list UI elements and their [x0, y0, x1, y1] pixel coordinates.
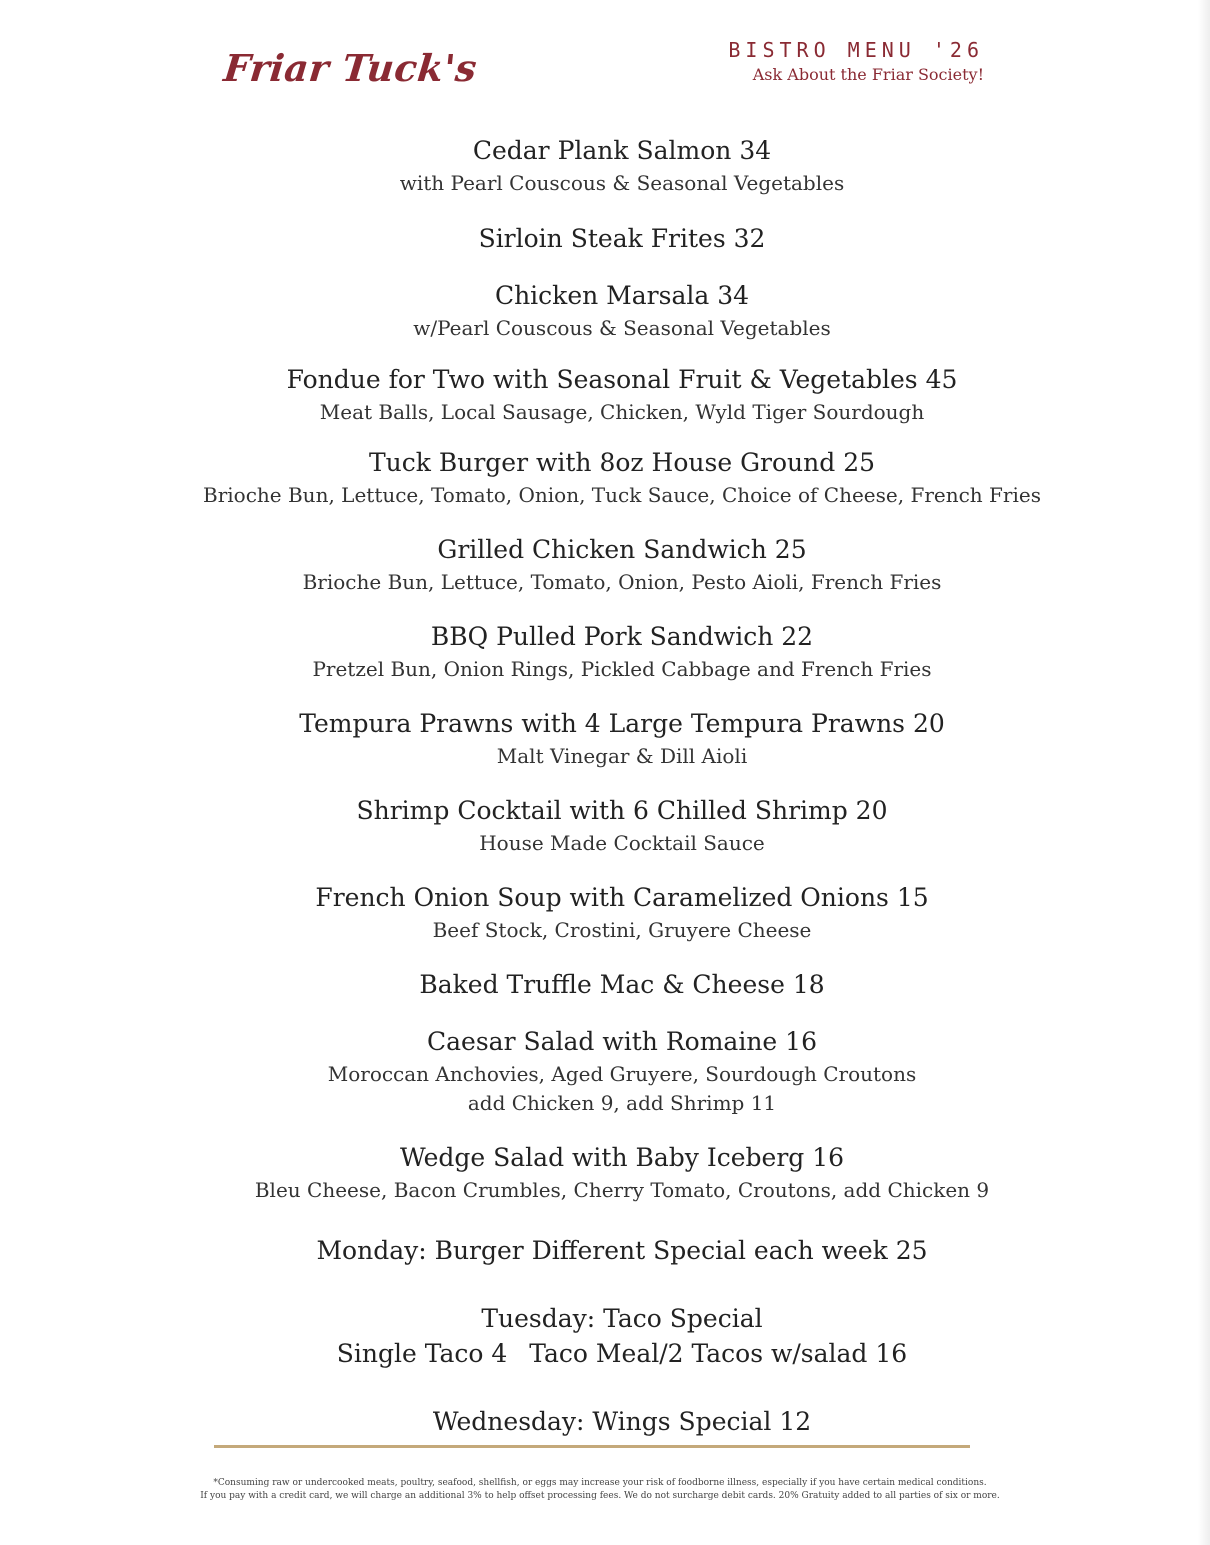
item-chicken-marsala-desc: w/Pearl Couscous & Seasonal Vegetables: [413, 316, 831, 340]
item-tempura-prawns: Tempura Prawns with 4 Large Tempura Prawns 20: [299, 709, 945, 738]
item-wedge-salad-desc: Bleu Cheese, Bacon Crumbles, Cherry Tomato, Croutons, add Chicken 9: [254, 1178, 990, 1202]
special-monday: Monday: Burger Different Special each week 25: [316, 1236, 928, 1265]
item-tuck-burger-desc: Brioche Bun, Lettuce, Tomato, Onion, Tuck Sauce, Choice of Cheese, French Fries: [203, 483, 1041, 507]
menu-header: [728, 38, 984, 86]
item-chicken-marsala: Chicken Marsala 34: [494, 281, 750, 310]
single-taco-price: Single Taco 4: [336, 1339, 508, 1368]
item-caesar-salad: Caesar Salad with Romaine 16: [427, 1027, 817, 1056]
footer-payment-notice: If you pay with a credit card, we will charge an additional 3% to help offset processing fees. We do not surcharge debit cards. 20% Gratuity added to all parties of six or more.: [200, 1491, 1000, 1501]
item-sirloin-steak-frites: Sirloin Steak Frites 32: [478, 224, 766, 253]
footer-health-notice: *Consuming raw or undercooked meats, poultry, seafood, shellfish, or eggs may increase your risk of foodborne illness, especially if you have certain medical conditions.: [213, 1478, 987, 1488]
menu-title: BISTRO MENU '26: [728, 38, 984, 62]
item-bbq-pulled-pork: BBQ Pulled Pork Sandwich 22: [430, 622, 814, 651]
item-bbq-pulled-pork-desc: Pretzel Bun, Onion Rings, Pickled Cabbage and French Fries: [312, 657, 932, 681]
taco-meal-price: Taco Meal/2 Tacos w/salad 16: [529, 1339, 908, 1368]
item-tuck-burger: Tuck Burger with 8oz House Ground 25: [368, 448, 876, 477]
footer-divider: [214, 1445, 970, 1448]
special-tuesday: Tuesday: Taco Special: [481, 1304, 763, 1333]
item-truffle-mac-cheese: Baked Truffle Mac & Cheese 18: [419, 970, 825, 999]
item-tempura-prawns-desc: Malt Vinegar & Dill Aioli: [496, 744, 748, 768]
item-fondue-for-two: Fondue for Two with Seasonal Fruit & Vegetables 45: [286, 365, 958, 394]
item-wedge-salad: Wedge Salad with Baby Iceberg 16: [399, 1143, 845, 1172]
item-french-onion-soup-desc: Beef Stock, Crostini, Gruyere Cheese: [432, 918, 812, 942]
item-cedar-plank-salmon-desc: with Pearl Couscous & Seasonal Vegetables: [399, 171, 845, 195]
special-tuesday-prices: [0, 1338, 1210, 1370]
restaurant-logo: Friar Tuck's: [221, 46, 480, 90]
item-fondue-for-two-desc: Meat Balls, Local Sausage, Chicken, Wyld Tiger Sourdough: [319, 400, 925, 424]
item-caesar-salad-addons: add Chicken 9, add Shrimp 11: [467, 1091, 777, 1115]
special-wednesday: Wednesday: Wings Special 12: [432, 1407, 812, 1436]
society-tagline: Ask About the Friar Society!: [752, 65, 984, 84]
item-grilled-chicken-sandwich-desc: Brioche Bun, Lettuce, Tomato, Onion, Pesto Aioli, French Fries: [302, 570, 942, 594]
item-shrimp-cocktail: Shrimp Cocktail with 6 Chilled Shrimp 20: [356, 796, 888, 825]
item-grilled-chicken-sandwich: Grilled Chicken Sandwich 25: [437, 535, 807, 564]
item-shrimp-cocktail-desc: House Made Cocktail Sauce: [479, 831, 765, 855]
item-french-onion-soup: French Onion Soup with Caramelized Onions 15: [315, 883, 929, 912]
item-cedar-plank-salmon: Cedar Plank Salmon 34: [472, 136, 772, 165]
item-caesar-salad-desc: Moroccan Anchovies, Aged Gruyere, Sourdough Croutons: [327, 1062, 917, 1086]
